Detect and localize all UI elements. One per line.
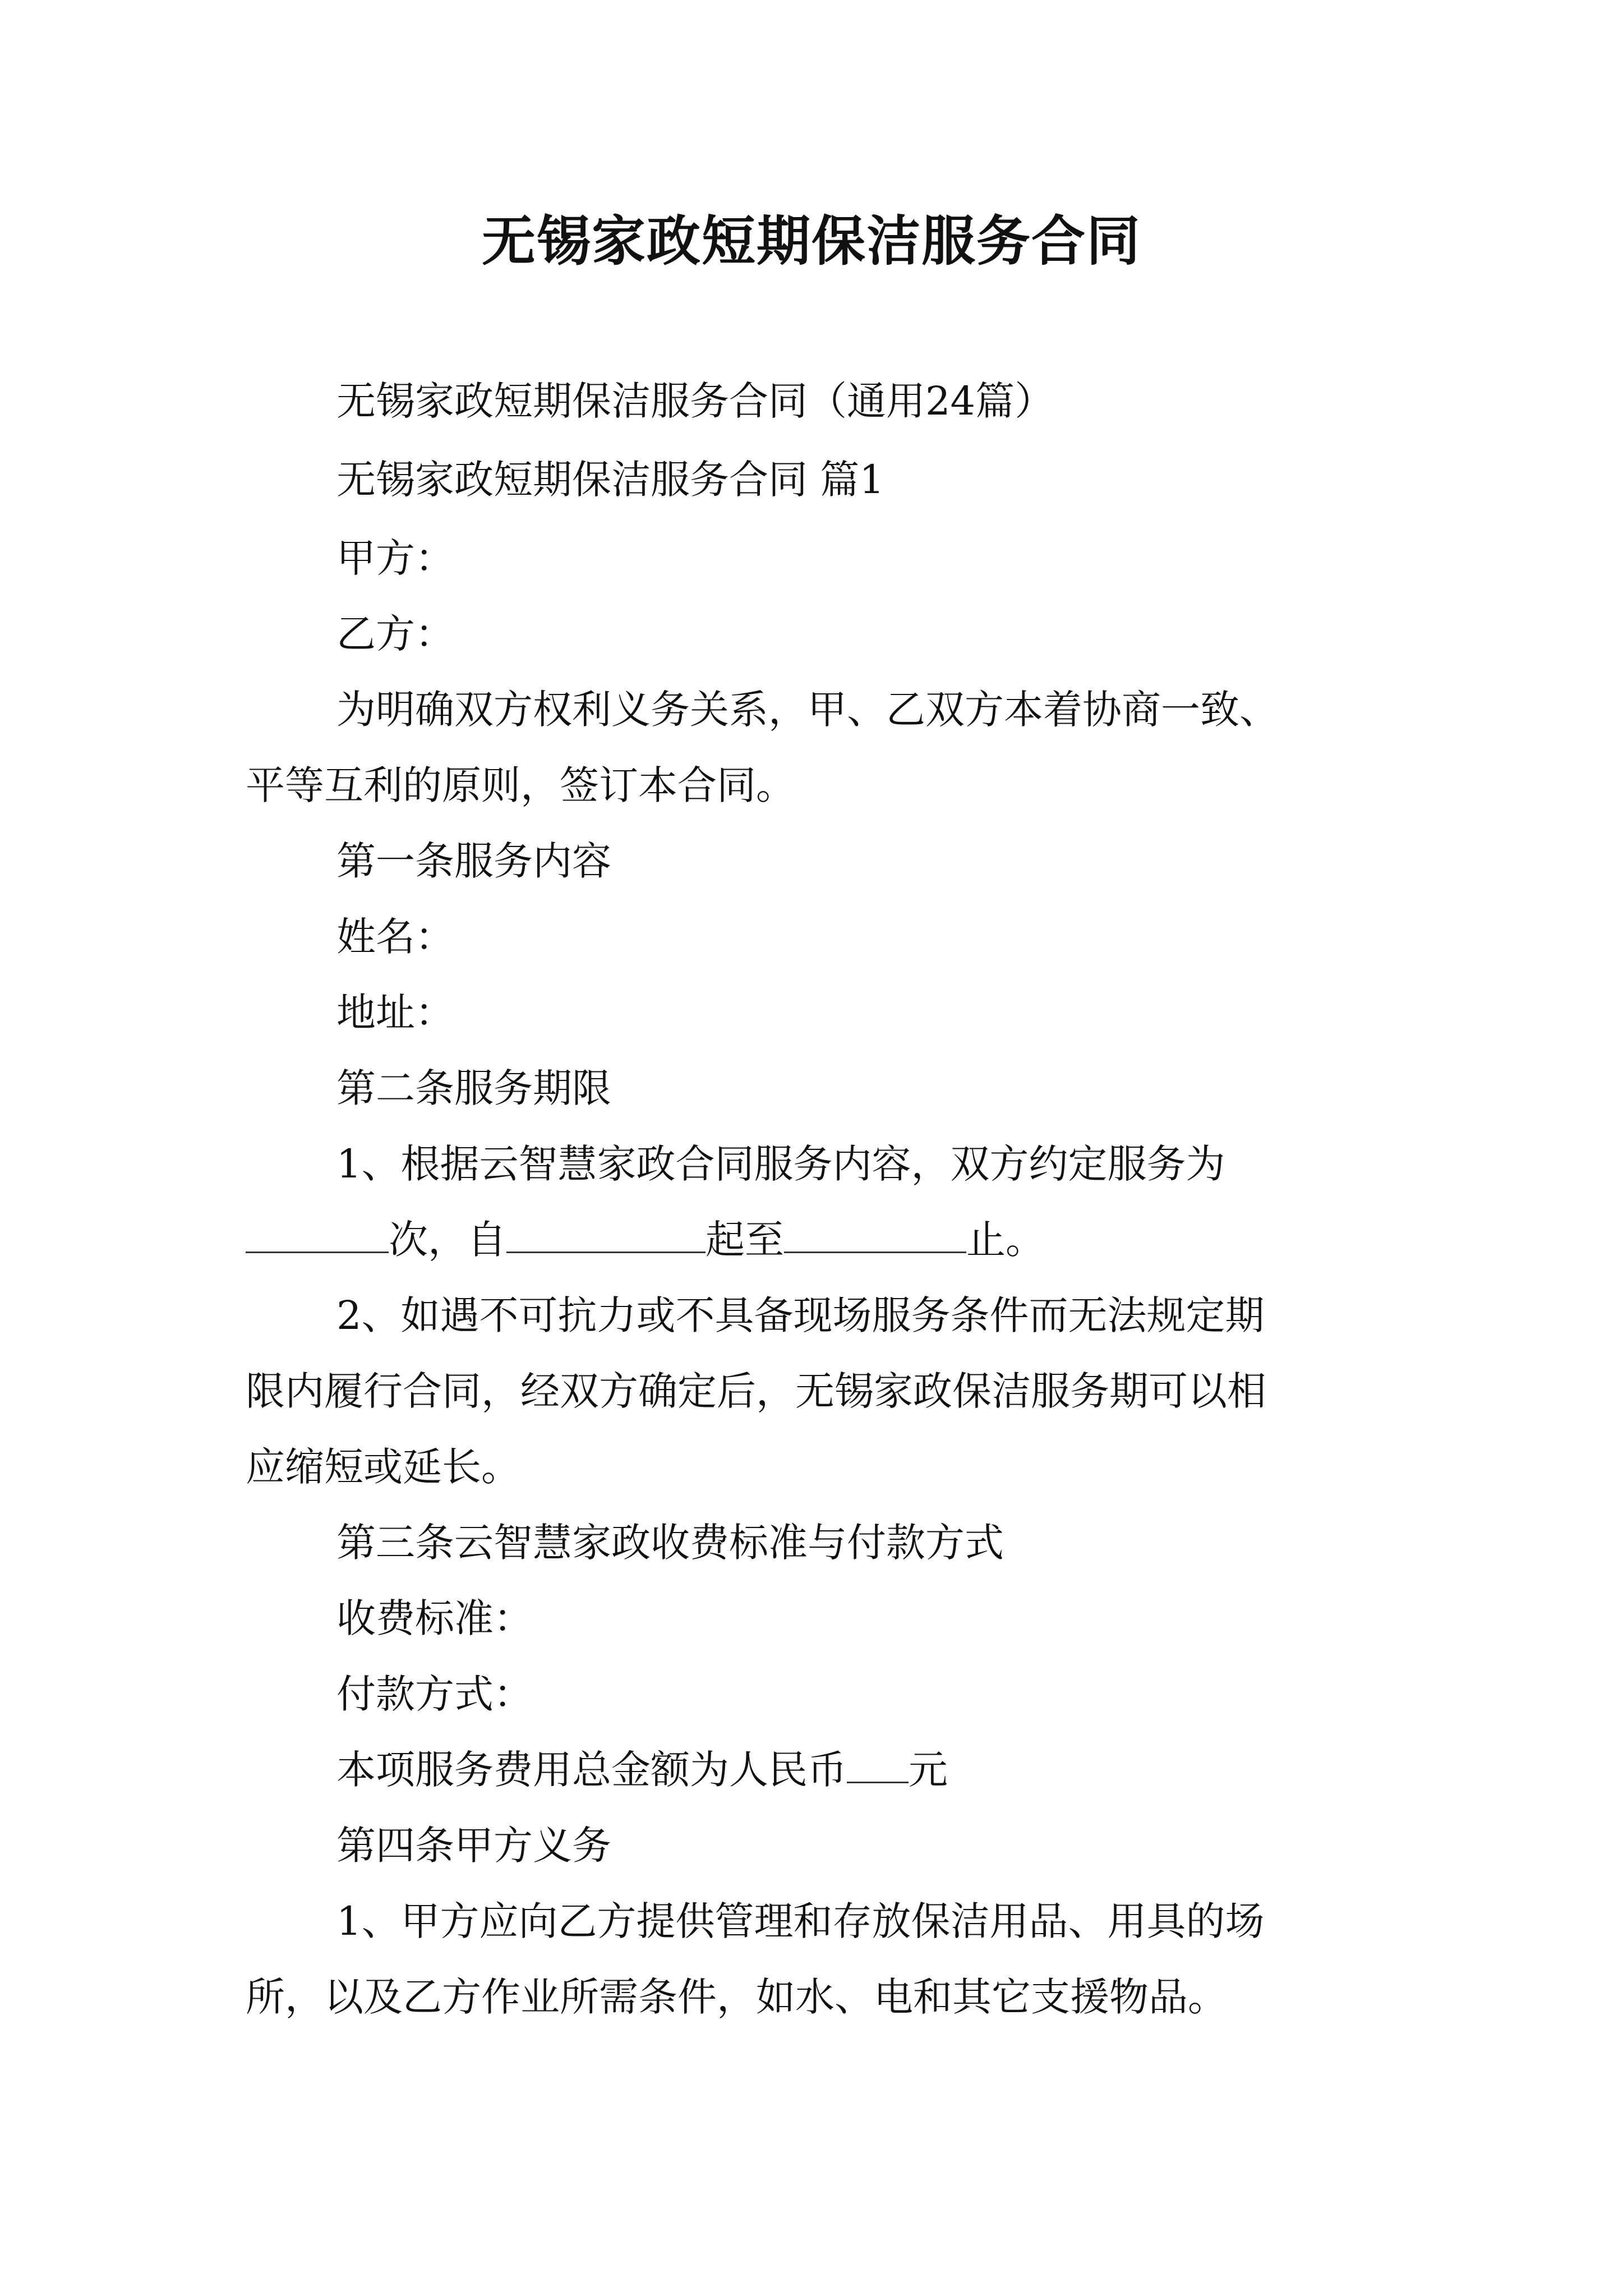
service-term-line-2 [246,1203,1045,1276]
force-majeure-line-2: 限内履行合同，经双方确定后，无锡家政保洁服务期可以相 [246,1368,1266,1414]
total-amount-text: 本项服务费用总金额为人民币 [336,1747,847,1793]
name-label: 姓名： [336,914,454,960]
obligation-line-2: 所，以及乙方作业所需条件，如水、电和其它支援物品。 [246,1974,1227,2020]
address-label: 地址： [336,990,454,1036]
preamble-line-2: 平等互利的原则，签订本合同。 [246,762,795,808]
subtitle-line: 无锡家政短期保洁服务合同（通用24篇） [336,378,1054,424]
party-b-label: 乙方： [336,611,454,657]
obligation-line-1: 1、甲方应向乙方提供管理和存放保洁用品、用具的场 [336,1898,1265,1944]
end-text: 止。 [966,1217,1045,1263]
section-heading: 无锡家政短期保洁服务合同 篇1 [336,457,884,503]
party-a-label: 甲方： [336,535,454,581]
payment-method-label: 付款方式： [336,1671,533,1717]
force-majeure-line-1: 2、如遇不可抗力或不具备现场服务条件而无法规定期 [336,1292,1265,1338]
start-date-blank [506,1212,706,1253]
times-blank [246,1212,389,1253]
total-amount-line [336,1733,948,1806]
document-title: 无锡家政短期保洁服务合同 [482,209,1141,273]
article-4-heading: 第四条甲方义务 [336,1823,611,1869]
article-1-heading: 第一条服务内容 [336,838,611,884]
force-majeure-line-3: 应缩短或延长。 [246,1444,520,1490]
article-2-heading: 第二条服务期限 [336,1065,611,1111]
article-3-heading: 第三条云智慧家政收费标准与付款方式 [336,1520,1004,1566]
currency-unit: 元 [909,1747,948,1793]
amount-blank [847,1742,909,1783]
times-text: 次，自 [389,1217,506,1263]
fee-standard-label: 收费标准： [336,1595,533,1641]
preamble-line-1: 为明确双方权利义务关系，甲、乙双方本着协商一致、 [336,687,1279,733]
end-date-blank [784,1212,966,1253]
until-text: 起至 [706,1217,784,1263]
service-term-line-1: 1、根据云智慧家政合同服务内容，双方约定服务为 [336,1141,1225,1187]
